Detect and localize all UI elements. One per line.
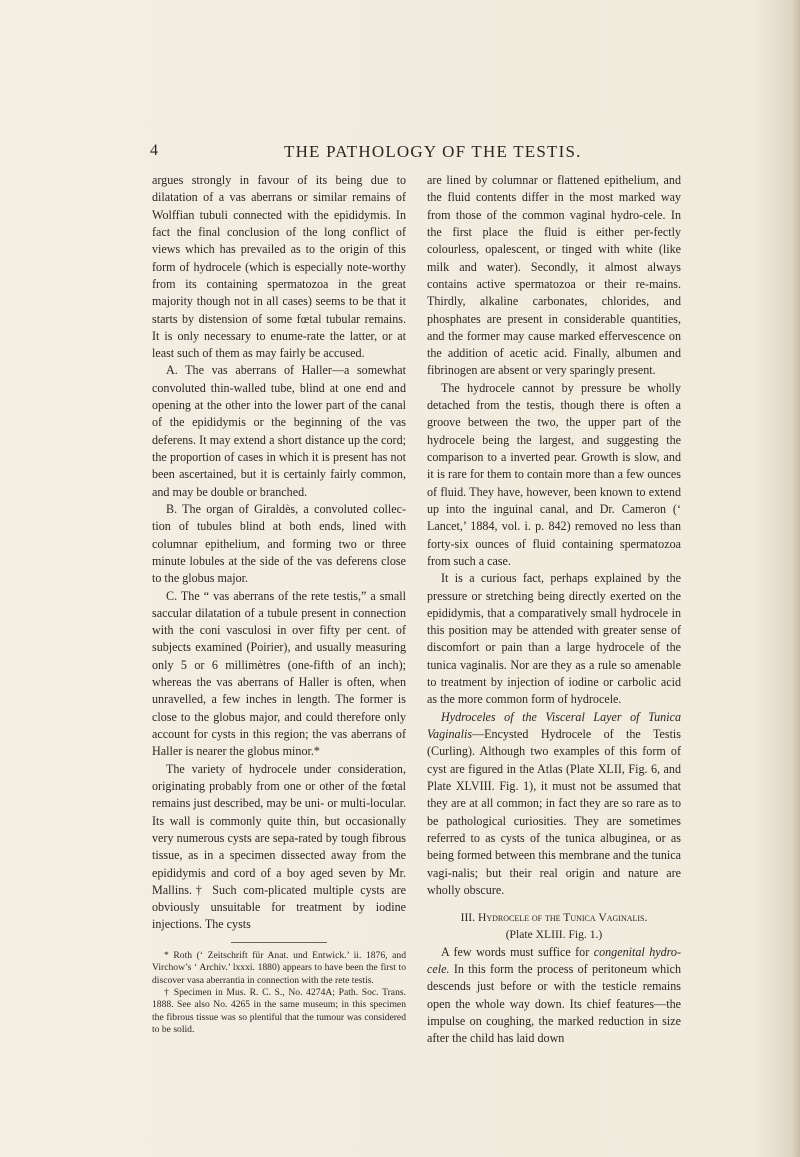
italic-subheading: Hydroceles of the Visceral Layer of Tunica Vaginalis [427, 709, 681, 741]
paragraph-text: A few words must suffice for [441, 944, 594, 959]
paragraph [427, 944, 681, 1048]
paragraph: B. The organ of Giraldès, a convoluted collec-tion of tubules blind at both ends, lined with columnar epithelium, and forming two or three minute lobules at the side of the vas deferens close to the globus major. [152, 501, 406, 586]
paragraph: argues strongly in favour of its being due to dilatation of a vas aberrans or similar remains of Wolffian tubuli connected with the epididymis. In fact the final conclusion of the long conflict of views which has prevailed as to the origin of this form of hydrocele (which is especially note-worthy from its containing spermatozoa in the great majority though not in all cases) seems to be that it starts by distension of some fœtal tubular remains. It is only necessary to enume-rate the latter, or at least such of them as may fairly be accused. [152, 173, 406, 361]
footnote: * Roth (‘ Zeitschrift für Anat. und Entwick.’ ii. 1876, and Virchow’s ‘ Archiv.’ lxxxi. 1880) appears to have been the first to discover vasa aberrantia in connection with the rete testis. [152, 949, 406, 986]
page-number: 4 [150, 142, 160, 159]
left-column [152, 172, 406, 1037]
paragraph-text: In this form the process of peritoneum which descends just before or with the testicle remains open the whole way down. Its chief features—the impulse on coughing, the marked reduction in size after the child has laid down [427, 962, 681, 1046]
page-edge-shadow [792, 0, 800, 1157]
italic-term: congenital hydro-cele. [427, 944, 681, 977]
paragraph-text: —Encysted Hydrocele of the Testis (Curling). Although two examples of this form of cyst are figured in the Atlas (Plate XLII, Fig. 6, and Plate XLVIII. Fig. 1), it must not be assumed that they are at all common; in fact they are so rare as to be pathological curiosities. They are sometimes referred to as cysts of the tunica albuginea, or as being formed between this membrane and the tunica vagi-nalis; but their real origin and nature are wholly obscure. [427, 727, 681, 897]
running-title: THE PATHOLOGY OF THE TESTIS. [284, 142, 582, 161]
paragraph [427, 709, 681, 899]
footnote-divider [231, 942, 327, 943]
section-heading: III. Hydrocele of the Tunica Vaginalis. [460, 911, 648, 925]
paragraph: The variety of hydrocele under consideration, originating probably from one or other of the fœtal remains just described, may be uni- or multi-locular. Its wall is commonly quite thin, but occasionally very numerous cysts are sepa-rated by tough fibrous tissue, as in a specimen dissected away from the epididymis and cord of a boy aged seven by Mr. Mallins.† Such com-plicated multiple cysts are obviously unsuitable for treatment by iodine injections. The cysts [152, 761, 406, 932]
paragraph: A. The vas aberrans of Haller—a somewhat convoluted thin-walled tube, blind at one end and opening at the other into the lower part of the canal of the epididymis or the beginning of the vas deferens. It may extend a short distance up the cord; the proportion of cases in which it is present has not been ascertained, but it is certainly fairly common, and may be double or branched. [152, 363, 406, 499]
paragraph: It is a curious fact, perhaps explained by the pressure or stretching being directly exerted on the epididymis, that a comparatively small hydrocele in this position may be attended with greater sense of discomfort or pain than a large hydrocele of the tunica vaginalis. Nor are they as a rule so amenable to treatment by injection of iodine or carbolic acid as the more common form of hydrocele. [427, 571, 681, 707]
paragraph: are lined by columnar or flattened epithelium, and the fluid contents differ in the most marked way from those of the common vaginal hydro-cele. In the first place the fluid is either per-fectly colourless, opalescent, or tinged with white (like milk and water). Secondly, it almost always contains active spermatozoa or their re-mains. Thirdly, alkaline carbonates, chlorides, and phosphates are present in considerable quantities, and the former may cause marked effervescence on the addition of acetic acid. Finally, albumen and fibrinogen are absent or very sparingly present. [427, 173, 681, 378]
section-subheading: (Plate XLIII. Fig. 1.) [505, 928, 603, 942]
running-header [150, 142, 684, 162]
paragraph: The hydrocele cannot by pressure be wholly detached from the testis, though there is often a groove between the two, the upper part of the hydrocele being the largest, and suggesting the comparison to a inverted pear. Growth is slow, and it is rare for them to contain more than a few ounces of fluid. They have, however, been known to extend up into the inguinal canal, and Dr. Cameron (‘ Lancet,’ 1884, vol. i. p. 842) removed no less than forty-six ounces of fluid containing spermatozoa from such a case. [427, 380, 681, 568]
paragraph: C. The “ vas aberrans of the rete testis,” a small saccular dilatation of a tubule present in connection with the coni vasculosi in over fifty per cent. of subjects examined (Poirier), and usually measuring only 5 or 6 millimètres (one-fifth of an inch); whereas the vas aberrans of Haller is often, when unravelled, a few inches in length. The former is close to the globus major, and could therefore only account for cysts in this region; the vas aberrans of Haller is nearer the globus minor.* [152, 588, 406, 759]
right-column [427, 172, 681, 1048]
footnote: † Specimen in Mus. R. C. S., No. 4274A; Path. Soc. Trans. 1888. See also No. 4265 in the same museum; in this specimen the fibrous tissue was so plentiful that the tumour was considered to be solid. [152, 986, 406, 1036]
